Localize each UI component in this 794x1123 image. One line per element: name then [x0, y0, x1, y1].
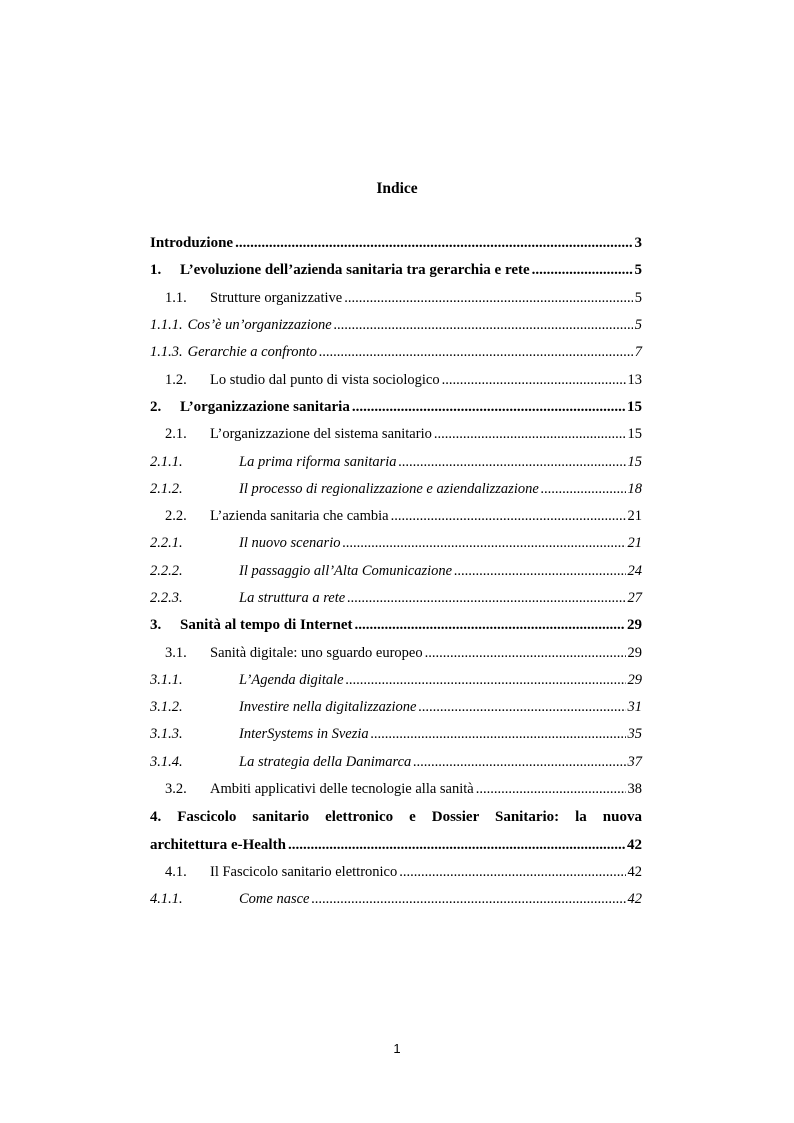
toc-leader: [454, 563, 625, 580]
toc-entry-text: InterSystems in Svezia: [239, 726, 369, 743]
toc-entry-number: 1.1.: [165, 289, 187, 306]
page-title: Indice: [376, 180, 418, 197]
toc-entry-line: [150, 832, 642, 859]
toc-entry-text: Strutture organizzative: [210, 289, 343, 306]
toc-entry-page: 18: [627, 480, 642, 497]
toc-leader: [413, 754, 625, 771]
toc-entry-text: Ambiti applicativi delle tecnologie alla sanità: [210, 781, 474, 798]
toc-leader: [344, 290, 633, 307]
toc-entry[interactable]: [150, 312, 642, 339]
toc-leader: [342, 535, 625, 552]
toc-entry-text: L’organizzazione sanitaria: [180, 398, 350, 415]
toc-entry-number: 3.: [150, 617, 162, 634]
toc-leader: [347, 590, 625, 607]
toc-entry-text: Il Fascicolo sanitario elettronico: [210, 863, 398, 880]
toc-entry-page: 29: [627, 617, 642, 634]
toc-entry-text: L’organizzazione del sistema sanitario: [210, 426, 432, 443]
toc-entry-page: 42: [627, 836, 642, 853]
toc-entry-line: [150, 804, 642, 831]
toc-entry-number: 2.: [150, 398, 162, 415]
toc-leader: [442, 372, 626, 389]
toc-entry[interactable]: [150, 394, 642, 421]
toc-entry-text: L’azienda sanitaria che cambia: [210, 508, 389, 525]
toc-entry-number: 3.1.: [165, 644, 187, 661]
toc-entry-text: L’evoluzione dell’azienda sanitaria tra gerarchia e rete: [180, 262, 530, 279]
toc-entry-text: La prima riforma sanitaria: [239, 453, 397, 470]
toc-entry-text: Introduzione: [150, 235, 234, 252]
toc-entry-page: 37: [627, 753, 642, 770]
toc-entry-text: Sanità digitale: uno sguardo europeo: [210, 644, 423, 661]
toc-entry-text: Fascicolo sanitario elettronico e Dossier Sanitario: la nuova: [177, 809, 642, 826]
toc-leader: [319, 344, 633, 361]
toc-entry[interactable]: [150, 503, 642, 530]
toc-entry-page: 29: [627, 644, 642, 661]
toc-entry[interactable]: [150, 476, 642, 503]
toc-entry-text: Investire nella digitalizzazione: [239, 699, 417, 716]
toc-entry-number: 2.2.1.: [150, 535, 183, 552]
toc-entry-number: 4.1.: [165, 863, 187, 880]
toc-entry-number: 2.2.: [165, 508, 187, 525]
toc-entry-page: 42: [627, 891, 642, 908]
toc-leader: [532, 262, 633, 279]
toc-entry-page: 15: [627, 453, 642, 470]
toc-entry-number: 3.1.2.: [150, 699, 183, 716]
toc-entry-text: Il passaggio all’Alta Comunicazione: [239, 562, 453, 579]
page-number: 1: [393, 1041, 401, 1056]
toc-entry[interactable]: [150, 803, 642, 859]
toc-leader: [434, 426, 626, 443]
toc-entry[interactable]: [150, 230, 642, 257]
toc-entry-page: 29: [627, 671, 642, 688]
toc-entry-text: Come nasce: [239, 891, 310, 908]
toc-entry-number: 3.1.1.: [150, 671, 183, 688]
toc-entry-page: 5: [634, 262, 642, 279]
toc-entry[interactable]: [150, 257, 642, 284]
toc-entry[interactable]: [150, 749, 642, 776]
toc-entry-page: 5: [634, 289, 642, 306]
toc-entry-number: 2.2.2.: [150, 562, 183, 579]
toc-leader: [418, 699, 625, 716]
toc-leader: [346, 672, 626, 689]
toc-leader: [355, 617, 626, 634]
toc-leader: [391, 508, 626, 525]
toc-entry[interactable]: [150, 694, 642, 721]
toc-entry-page: 24: [627, 562, 642, 579]
toc-entry-page: 15: [627, 426, 642, 443]
toc-entry-text: La struttura a rete: [239, 590, 346, 606]
toc-entry[interactable]: [150, 667, 642, 694]
toc-entry[interactable]: [150, 721, 642, 748]
toc-entry-page: 35: [627, 726, 642, 743]
toc-entry-page: 3: [634, 235, 642, 252]
toc-entry-page: 5: [634, 317, 642, 334]
toc-entry[interactable]: [150, 859, 642, 886]
toc-entry[interactable]: [150, 285, 642, 312]
toc-entry-number: 2.1.1.: [150, 453, 183, 470]
table-of-contents: [150, 230, 642, 913]
toc-leader: [425, 645, 626, 662]
toc-entry[interactable]: [150, 612, 642, 639]
toc-leader: [541, 481, 626, 498]
toc-entry[interactable]: [150, 366, 642, 393]
toc-entry[interactable]: [150, 421, 642, 448]
toc-entry-number: 3.2.: [165, 781, 187, 798]
toc-entry-number: 3.1.4.: [150, 753, 183, 770]
toc-entry-page: 21: [627, 508, 642, 525]
toc-entry[interactable]: [150, 530, 642, 557]
toc-entry-text: Lo studio dal punto di vista sociologico: [210, 371, 440, 388]
toc-entry[interactable]: [150, 558, 642, 585]
toc-leader: [476, 781, 626, 798]
toc-entry-number: 4.1.1.: [150, 891, 183, 908]
toc-entry[interactable]: [150, 448, 642, 475]
toc-leader: [288, 832, 625, 859]
toc-entry-number: 4.: [150, 809, 162, 826]
toc-entry-text-continued: architettura e-Health: [150, 836, 286, 853]
toc-entry-text: Sanità al tempo di Internet: [180, 617, 353, 634]
toc-entry-number: 2.2.3.: [150, 590, 183, 606]
toc-entry-page: 13: [627, 371, 642, 388]
toc-entry-text: L’Agenda digitale: [239, 671, 344, 688]
toc-leader: [311, 891, 625, 908]
toc-leader: [371, 726, 626, 743]
toc-entry-page: 27: [627, 590, 642, 606]
toc-leader: [235, 235, 632, 252]
toc-entry-page: 31: [627, 699, 642, 716]
toc-leader: [399, 864, 625, 881]
toc-leader: [399, 454, 626, 471]
toc-entry[interactable]: [150, 585, 642, 612]
toc-entry-text: Il nuovo scenario: [239, 535, 341, 552]
toc-entry-number: 1.2.: [165, 371, 187, 388]
toc-entry[interactable]: [150, 339, 642, 366]
toc-entry[interactable]: [150, 639, 642, 666]
toc-entry-number: 2.1.: [165, 426, 187, 443]
toc-leader: [334, 317, 633, 334]
toc-entry-text: Cos’è un’organizzazione: [187, 317, 332, 334]
toc-entry[interactable]: [150, 776, 642, 803]
toc-entry-page: 38: [627, 781, 642, 798]
toc-entry-text: Gerarchie a confronto: [187, 344, 318, 361]
toc-entry-text: La strategia della Danimarca: [239, 753, 412, 770]
toc-entry-page: 7: [634, 344, 642, 361]
toc-entry-text: Il processo di regionalizzazione e aziendalizzazione: [239, 480, 539, 497]
toc-entry-number: 1.1.3.: [150, 344, 183, 361]
toc-entry-number: 3.1.3.: [150, 726, 183, 743]
toc-entry-page: 21: [627, 535, 642, 552]
toc-entry[interactable]: [150, 886, 642, 913]
toc-entry-page: 42: [627, 863, 642, 880]
toc-entry-number: 1.: [150, 262, 162, 279]
toc-leader: [352, 399, 625, 416]
toc-entry-number: 1.1.1.: [150, 317, 183, 334]
toc-entry-number: 2.1.2.: [150, 480, 183, 497]
toc-entry-page: 15: [627, 398, 642, 415]
